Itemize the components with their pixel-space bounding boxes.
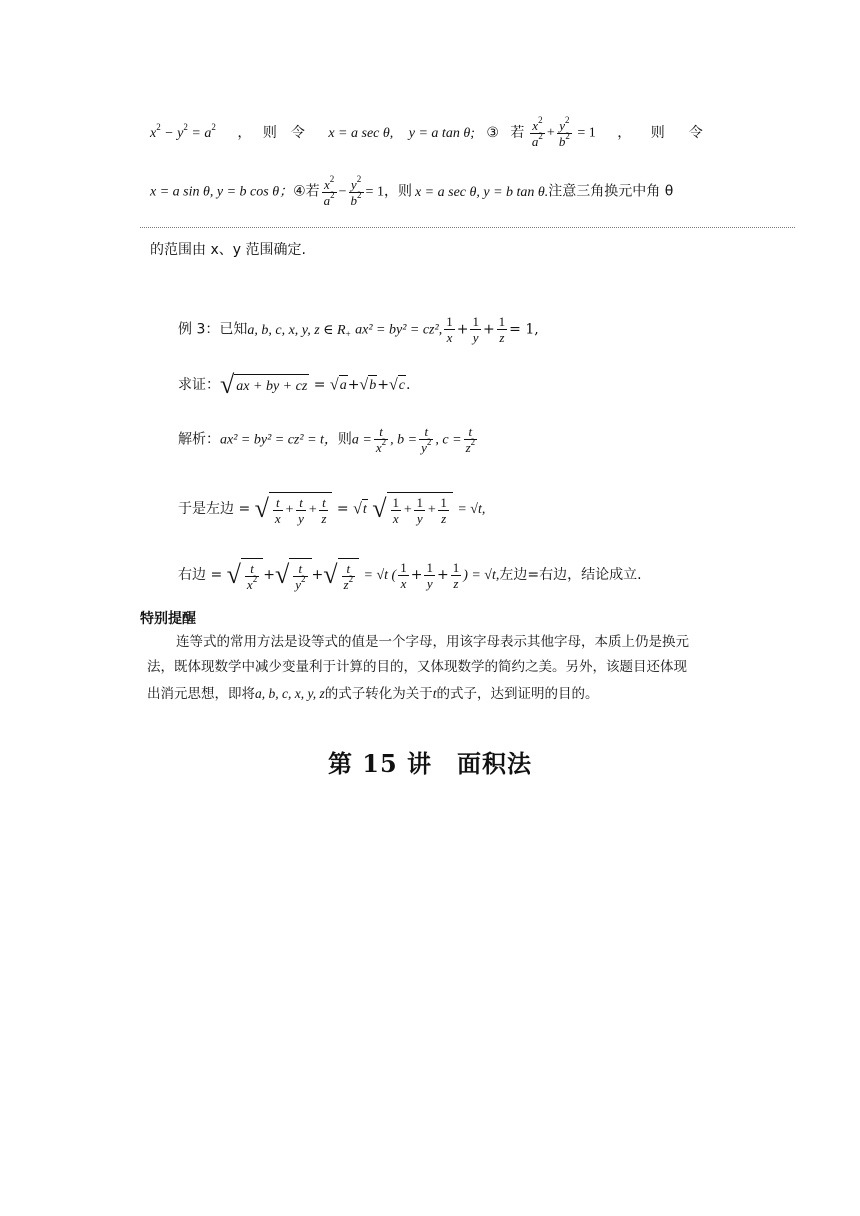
sqrt-t-x2: √ $\frac{t}{x^2}$ [227,558,264,592]
sqrt-t-z2: √ $\frac{t}{z^2}$ [323,558,359,592]
sqrt-t-y2: √ $\frac{t}{y^2}$ [275,558,312,592]
equal-condition: ax² = by² = cz², [355,322,443,338]
analysis-line [178,424,479,455]
special-paragraph-1: 连等式的常用方法是设等式的值是一个字母，用该字母表示其他字母，本质上仍是换元 [176,634,689,650]
set-t: ax² = by² = cz² = t， [220,432,338,448]
lecture-heading: 第 15 讲 面积法 [327,749,533,778]
sec-substitution: x = a sec θ, [328,125,394,141]
item-marker-4: ④若 [293,183,320,200]
then-label-2: 则 [337,431,352,448]
sqrt-t-sum: √ $\frac{t}{x}$ + $\frac{t}{y}$ + $\frac{t}{z}$ [255,492,333,526]
sqrt-sum: √ ax + by + cz [220,370,308,399]
left-side-line [178,492,485,526]
fraction-x2-a2: $\frac{x^2}{a^2}$ [531,115,543,149]
b-equals: , b = [390,432,418,448]
hyperbola-equation: $x^2 - y^2 = a^2$ [150,121,216,141]
sin-cos-substitution: x = a sin θ, y = b cos θ； [150,184,294,200]
conclusion: 左边=右边，结论成立. [499,567,642,583]
sqrt-b: √b [359,375,377,396]
formula-line-2 [150,174,674,208]
right-side-line: 右边 = √ $\frac{t}{x^2}$ +√ $\frac{t}{y^2}$ +√ $\frac{t}{z^2}$ = √t ( $\frac{1}{x}$ + $\frac{1}{y}$ + $\frac{1}{z}$ ) = √t,左边=右边，结论成立. [178,559,642,592]
substitution-hint-2: 则令 [650,124,727,141]
right-side-label: 右边 = [178,567,223,583]
fraction-t-z2: $\frac{t}{z^2}$ [465,424,476,455]
substitution-hint-1: 则令 [262,124,319,141]
fraction-1-y: $\frac{1}{y}$ [472,314,479,345]
tan-substitution: y = a tan θ; [408,125,475,141]
equals-sign: = [313,377,326,393]
a-equals: a = [351,432,372,448]
analysis-label: 解析： [178,431,220,448]
angle-note: 注意三角换元中角 θ [548,183,674,200]
if-label: 若 [510,124,525,141]
plus-sign: + [546,125,555,141]
item-marker-3: ③ [486,124,499,141]
c-equals: , c = [435,432,462,448]
variable-list: a, b, c, x, y, z [255,686,325,701]
variable-set: a, b, c, x, y, z ∈ $R_+$ [247,322,351,339]
then-label: 则 [397,183,412,200]
prove-label: 求证： [178,377,220,393]
sqrt-reciprocal-sum: √ $\frac{1}{x}$ + $\frac{1}{y}$ + $\frac{1}{z}$ [372,492,453,526]
period: . [405,377,411,393]
variable-t: t [432,686,437,701]
fraction-t-y2: $\frac{t}{y^2}$ [421,424,432,455]
sqrt-a: √a [330,375,348,396]
fraction-1-x: $\frac{1}{x}$ [446,314,453,345]
range-note: 的范围由 x、y 范围确定. [150,242,306,258]
equals-sqrt-t-open: = √t ( [363,568,397,583]
example-label: 例 3：已知 [178,321,248,338]
minus-sign: − [338,184,347,200]
left-side-label: 于是左边 = [178,501,251,517]
fraction-1-z: $\frac{1}{z}$ [498,314,506,345]
sec-tan-substitution: x = a sec θ, y = b tan θ. [414,184,549,200]
fraction-x2-a2-b: $\frac{x^2}{a^2}$ [323,174,335,208]
sqrt-t: √t [353,499,368,520]
special-paragraph-3: 出消元思想，即将a, b, c, x, y, z的式子转化为关于t的式子，达到证明的目的。 [147,686,599,702]
sum-equals-one: = 1, [509,321,539,338]
fraction-y2-b2-b: $\frac{y^2}{b^2}$ [350,174,362,208]
fraction-t-x2: $\frac{t}{x^2}$ [375,424,387,455]
prove-statement: 求证：√ ax + by + cz = √a+√b+√c. [178,370,411,399]
fraction-y2-b2: $\frac{y^2}{b^2}$ [558,115,570,149]
equals-sign-2: = [336,501,349,517]
equals-one-2: = 1， [365,184,398,200]
page-break-divider [140,227,795,228]
special-paragraph-2: 法，既体现数学中减少变量利于计算的目的，又体现数学的简约之美。另外，该题目还体现 [147,659,687,675]
close-paren-sqrt-t: ) = √t, [463,568,500,583]
special-reminder-title: 特别提醒 [140,611,196,627]
example-3: 例 3：已知a, b, c, x, y, z ∈ $R_+$ ax² = by² = cz², $\frac{1}{x}$ + $\frac{1}{y}$ + $\frac{1}{z}$ = 1, [178,314,539,345]
sqrt-c: √c [389,375,406,396]
equals-one: = 1 [577,125,596,141]
formula-line-1: $x^2 - y^2 = a^2$ ， 则令 x = a sec θ, y = a tan θ; ③ 若 $\frac{x^2}{a^2}$ + $\frac{y^2}{b^2}$ = 1 ， 则令 [150,115,727,149]
equals-sqrt-t: = √t, [457,502,486,517]
